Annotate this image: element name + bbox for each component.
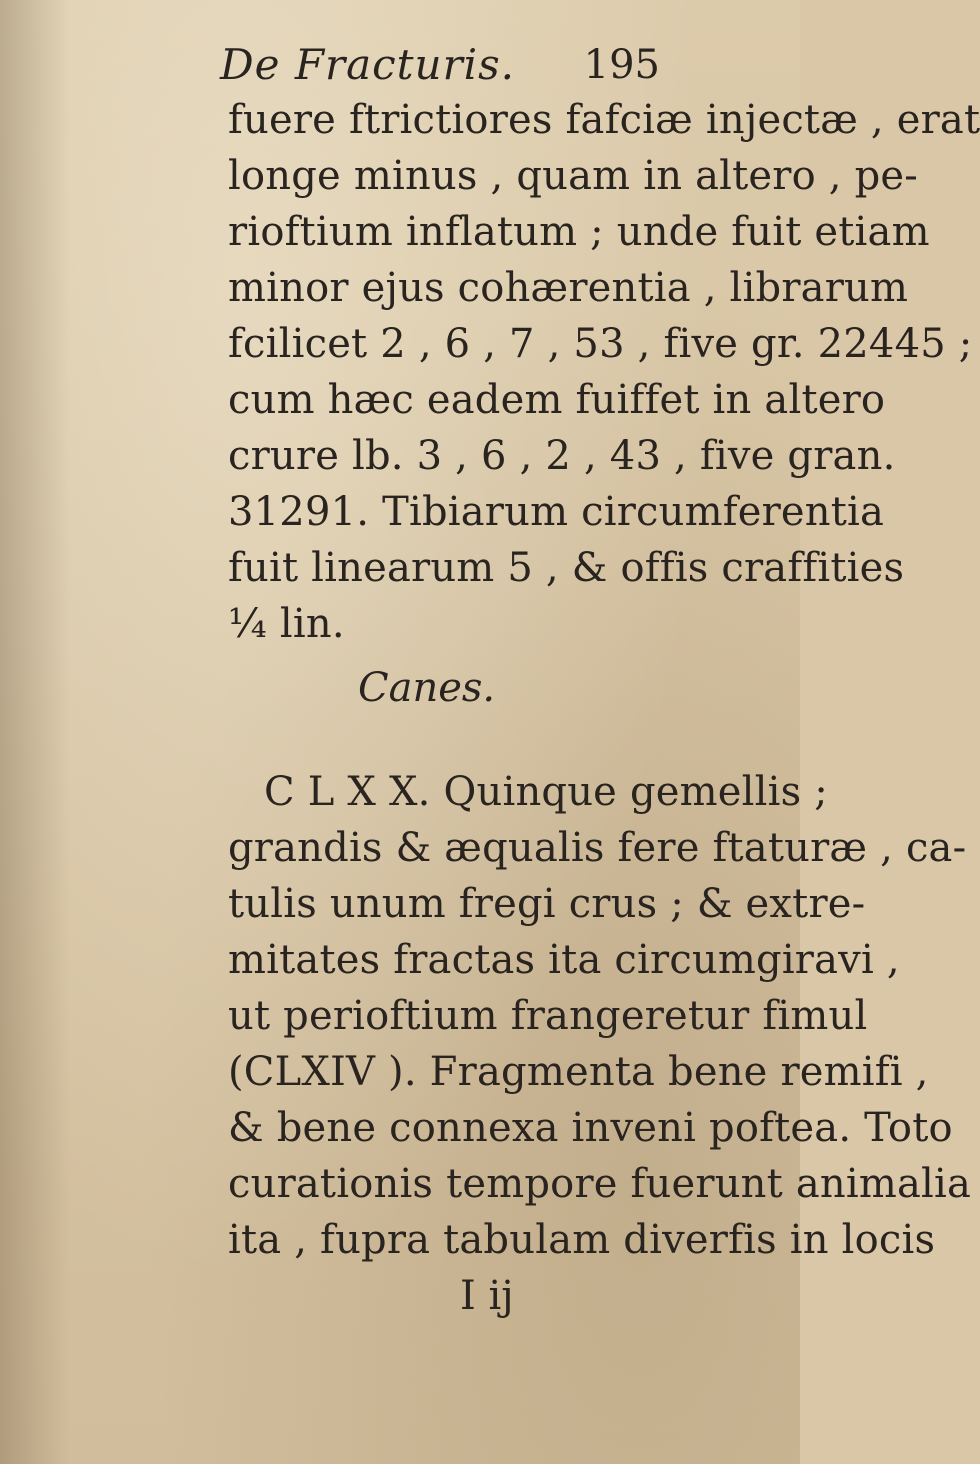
running-title: De Fracturis. <box>220 40 516 89</box>
text-line: longe minus , quam in altero , pe- <box>228 153 919 199</box>
page-number: 195 <box>583 42 660 88</box>
text-line: 31291. Tibiarum circumferentia <box>228 489 885 535</box>
catchword: I ij <box>460 1273 514 1319</box>
text-line: crure lb. 3 , 6 , 2 , 43 , five gran. <box>228 433 896 479</box>
text-line: curationis tempore fuerunt animalia <box>228 1161 972 1207</box>
text-line: C L X X. Quinque gemellis ; <box>264 769 828 815</box>
text-line: minor ejus cohærentia , librarum <box>228 265 909 311</box>
text-line: & bene connexa inveni poftea. Toto <box>228 1105 953 1151</box>
section-title: Canes. <box>358 665 496 711</box>
text-line: cum hæc eadem fuiffet in altero <box>228 377 886 423</box>
text-line: rioftium inflatum ; unde fuit etiam <box>228 209 930 255</box>
text-line: fcilicet 2 , 6 , 7 , 53 , five gr. 22445 ; <box>228 321 973 367</box>
text-line: (CLXIV ). Fragmenta bene remifi , <box>228 1049 929 1095</box>
text-line: ita , fupra tabulam diverfis in locis <box>228 1217 936 1263</box>
text-line: grandis & æqualis fere ftaturæ , ca- <box>228 825 967 871</box>
text-line: tulis unum fregi crus ; & extre- <box>228 881 866 927</box>
binding-shadow <box>0 0 70 1464</box>
text-line: fuere ftrictiores fafciæ injectæ , erat <box>228 97 980 143</box>
text-line: mitates fractas ita circumgiravi , <box>228 937 900 983</box>
running-head <box>220 40 660 100</box>
text-line: ¼ lin. <box>228 601 345 647</box>
text-block <box>228 92 980 1324</box>
text-line: fuit linearum 5 , & offis craffities <box>228 545 905 591</box>
text-line: ut perioftium frangeretur fimul <box>228 993 868 1039</box>
